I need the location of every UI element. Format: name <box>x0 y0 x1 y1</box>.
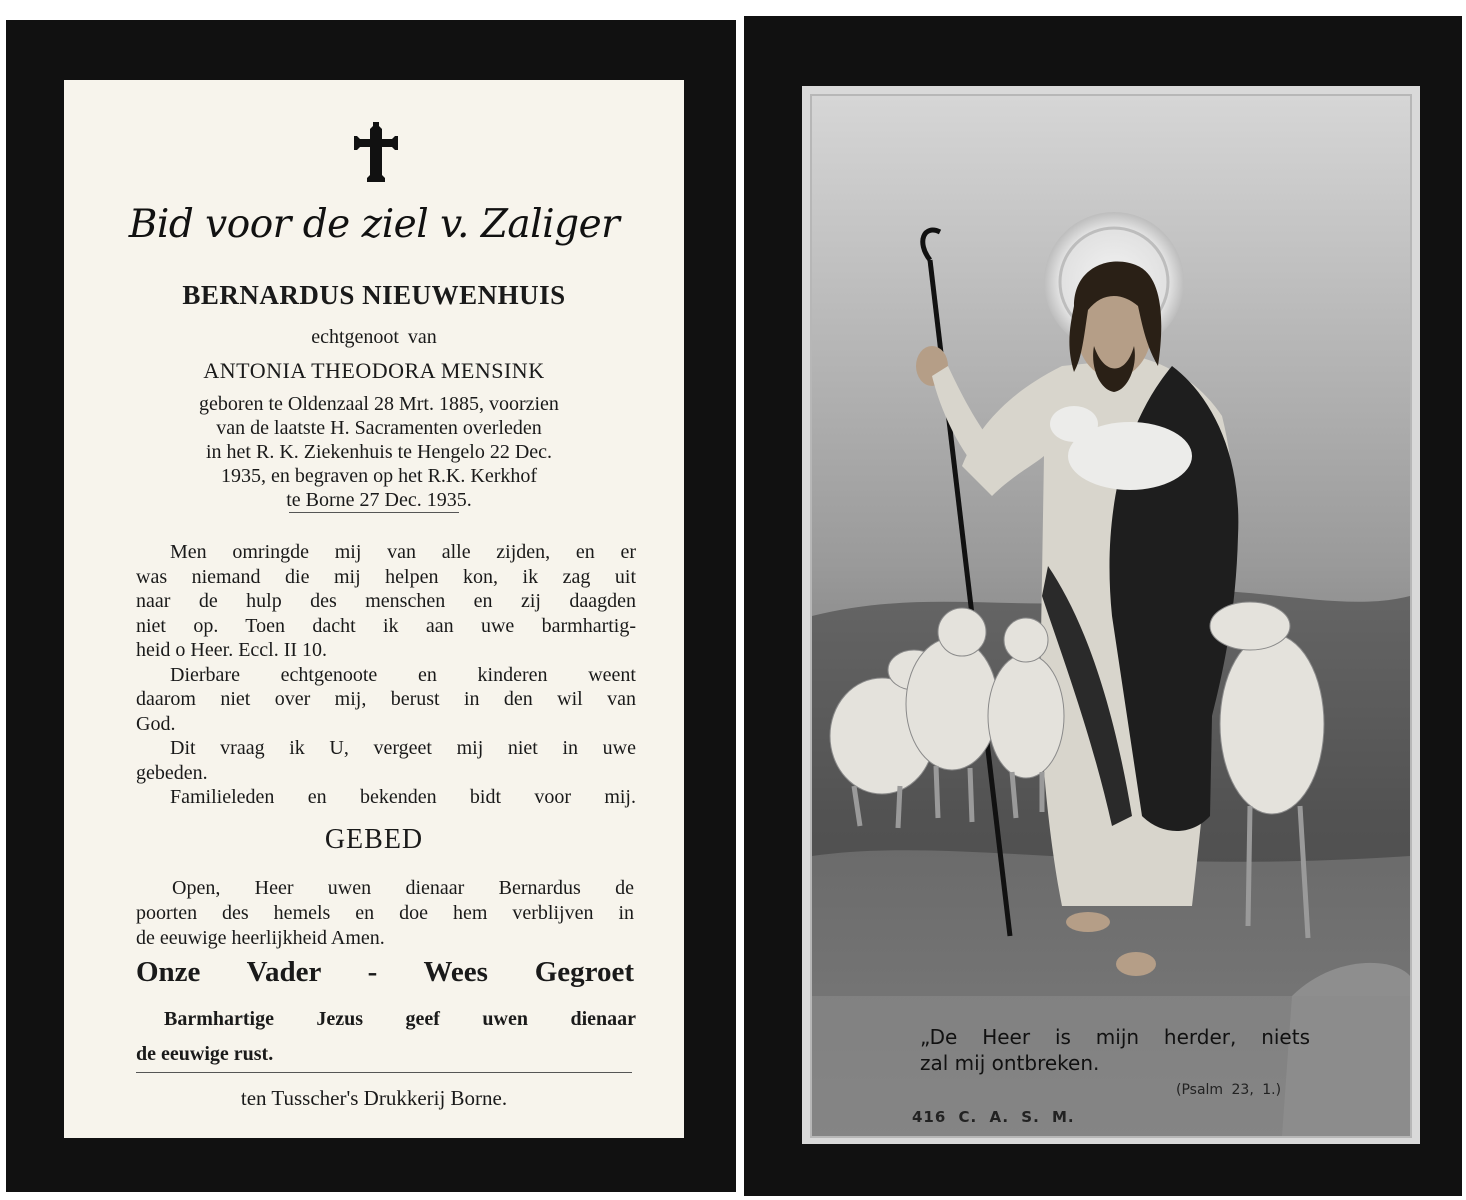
bio-line: te Borne 27 Dec. 1935. <box>286 489 472 511</box>
psalm-reference: (Psalm 23, 1.) <box>1176 1082 1282 1098</box>
prayer-line: de eeuwige heerlijkheid Amen. <box>136 927 385 949</box>
verse-line: gebeden. <box>136 761 208 784</box>
print-code: 416 C. A. S. M. <box>912 1108 1075 1126</box>
prayer-line: poorten des hemels en doe hem verblijven in <box>136 902 634 924</box>
right-card-paper <box>802 86 1420 1144</box>
bio-line: 1935, en begraven op het R.K. Kerkhof <box>220 465 538 487</box>
bio <box>134 392 624 512</box>
spouse-label: echtgenoot van <box>311 326 437 348</box>
closing-line: Barmhartige Jezus geef uwen dienaar <box>164 1008 636 1030</box>
quote-line: „De Heer is mijn herder, niets <box>920 1025 1310 1049</box>
closing-line: de eeuwige rust. <box>136 1043 274 1065</box>
verse <box>136 540 636 810</box>
verse-line: Dierbare echtgenoote en kinderen weent <box>170 663 636 686</box>
left-card-frame <box>6 20 736 1192</box>
bio-line: in het R. K. Ziekenhuis te Hengelo 22 Dec. <box>205 441 553 463</box>
bio-line: van de laatste H. Sacramenten overleden <box>216 417 542 439</box>
title: Bid voor de ziel v. Zaliger <box>128 202 620 247</box>
verse-line: niet op. Toen dacht ik aan uwe barmhartig- <box>136 614 636 637</box>
bio-line: geboren te Oldenzaal 28 Mrt. 1885, voorzien <box>199 393 559 415</box>
picture-panel <box>810 94 1412 1138</box>
verse-line: God. <box>136 712 176 735</box>
prayer-heading: GEBED <box>324 824 424 855</box>
verse-line: Men omringde mij van alle zijden, en er <box>170 541 636 563</box>
verse-line: daarom niet over mij, berust in den wil van <box>136 688 636 710</box>
quote-line: zal mij ontbreken. <box>920 1051 1100 1075</box>
verse-line: Familieleden en bekenden bidt voor mij. <box>170 786 636 808</box>
divider <box>136 1072 632 1073</box>
verse-line: heid o Heer. Eccl. II 10. <box>136 639 328 661</box>
deceased-name: BERNARDUS NIEUWENHUIS <box>182 280 566 310</box>
divider <box>289 512 459 513</box>
prayer-line: Open, Heer uwen dienaar Bernardus de <box>172 877 634 899</box>
prayers-line: Onze Vader - Wees Gegroet <box>136 956 634 988</box>
left-card-paper <box>64 80 684 1138</box>
closing <box>136 1002 636 1072</box>
right-card-frame <box>744 16 1462 1196</box>
psalm-quote <box>920 1024 1310 1076</box>
good-shepherd-image <box>812 96 1410 1136</box>
verse-line: Dit vraag ik U, vergeet mij niet in uwe <box>170 737 636 759</box>
prayer <box>136 876 634 951</box>
verse-line: was niemand die mij helpen kon, ik zag uit <box>136 565 636 588</box>
verse-line: naar de hulp des menschen en zij daagden <box>136 590 636 612</box>
spouse-name: ANTONIA THEODORA MENSINK <box>203 358 545 383</box>
printer-line: ten Tusscher's Drukkerij Borne. <box>240 1086 508 1110</box>
cross-icon <box>354 122 398 186</box>
